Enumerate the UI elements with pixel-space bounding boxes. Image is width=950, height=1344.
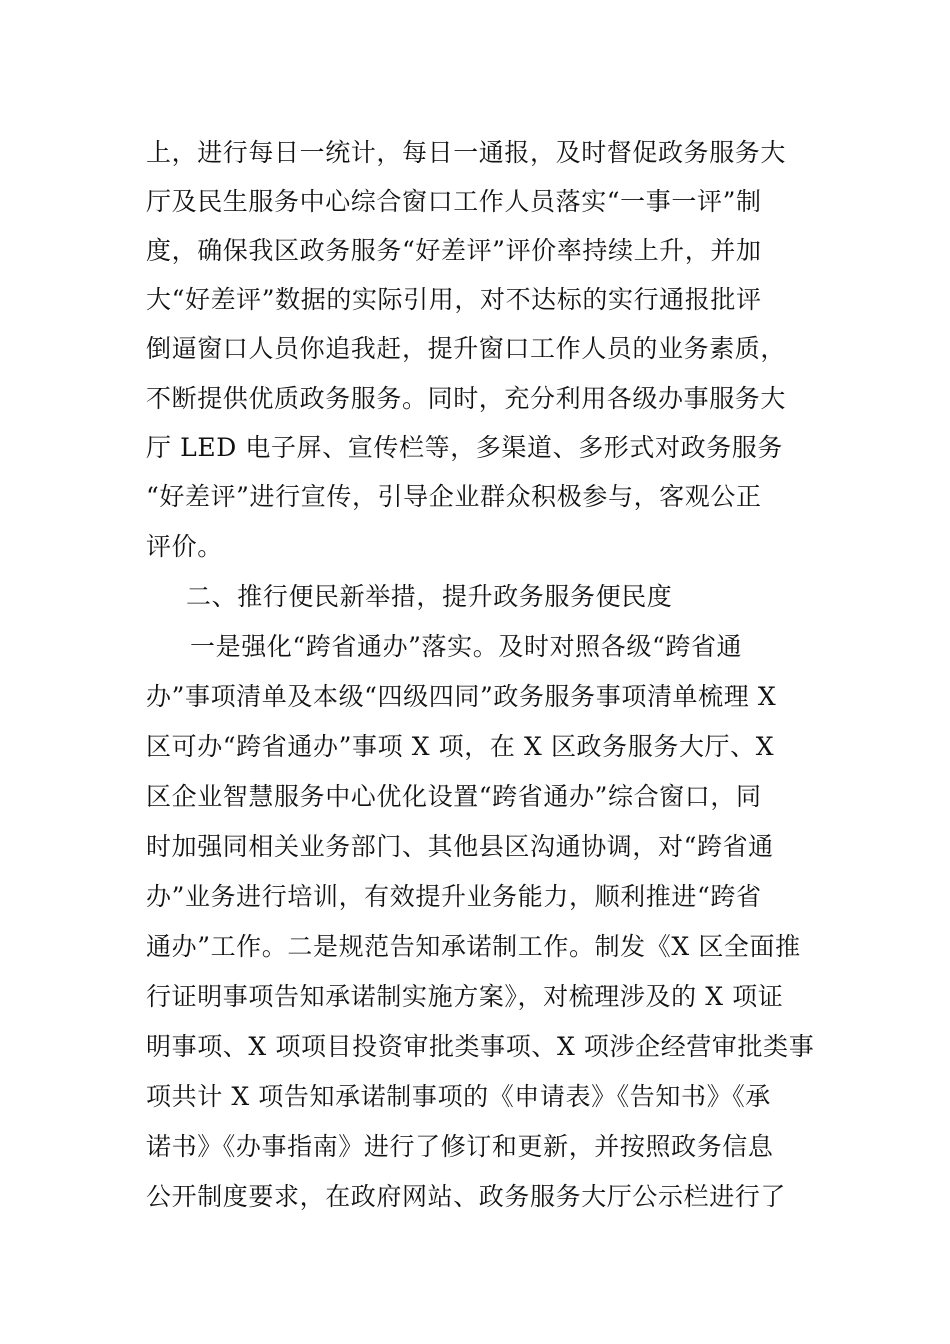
text-line-7: 厅 LED 电子屏、宣传栏等，多渠道、多形式对政务服务 bbox=[146, 433, 783, 462]
text-line-19: 明事项、X 项项目投资审批类事项、X 项涉企经营审批类事 bbox=[146, 1032, 815, 1061]
text-line-13: 区可办“跨省通办”事项 X 项，在 X 区政务服务大厅、X bbox=[146, 732, 775, 761]
text-line-9: 评价。 bbox=[146, 532, 223, 561]
text-line-15: 时加强同相关业务部门、其他县区沟通协调，对“跨省通 bbox=[146, 832, 774, 861]
text-line-16: 办”业务进行培训，有效提升业务能力，顺利推进“跨省 bbox=[146, 882, 762, 911]
text-line-14: 区企业智慧服务中心优化设置“跨省通办”综合窗口，同 bbox=[146, 782, 762, 811]
text-line-3: 度，确保我区政务服务“好差评”评价率持续上升，并加 bbox=[146, 236, 762, 265]
text-line-21: 诺书》《办事指南》进行了修订和更新，并按照政务信息 bbox=[146, 1132, 774, 1161]
text-line-6: 不断提供优质政务服务。同时，充分利用各级办事服务大 bbox=[146, 384, 787, 413]
text-line-17: 通办”工作。二是规范告知承诺制工作。制发《X 区全面推 bbox=[146, 932, 801, 961]
text-line-5: 倒逼窗口人员你追我赶，提升窗口工作人员的业务素质， bbox=[146, 334, 787, 363]
text-line-1: 上，进行每日一统计，每日一通报，及时督促政务服务大 bbox=[146, 138, 787, 167]
text-line-20: 项共计 X 项告知承诺制事项的《申请表》《告知书》《承 bbox=[146, 1082, 771, 1111]
text-line-22: 公开制度要求，在政府网站、政务服务大厅公示栏进行了 bbox=[146, 1182, 787, 1211]
text-line-8: “好差评”进行宣传，引导企业群众积极参与，客观公正 bbox=[146, 482, 762, 511]
text-line-11: 一是强化“跨省通办”落实。及时对照各级“跨省通 bbox=[190, 632, 743, 661]
text-line-18: 行证明事项告知承诺制实施方案》，对梳理涉及的 X 项证 bbox=[146, 982, 784, 1011]
section-heading: 二、推行便民新举措，提升政务服务便民度 bbox=[186, 582, 673, 611]
text-line-12: 办”事项清单及本级“四级四同”政务服务事项清单梳理 X bbox=[146, 682, 777, 711]
text-line-4: 大“好差评”数据的实际引用，对不达标的实行通报批评 bbox=[146, 285, 762, 314]
text-line-2: 厅及民生服务中心综合窗口工作人员落实“一事一评”制 bbox=[146, 187, 762, 216]
